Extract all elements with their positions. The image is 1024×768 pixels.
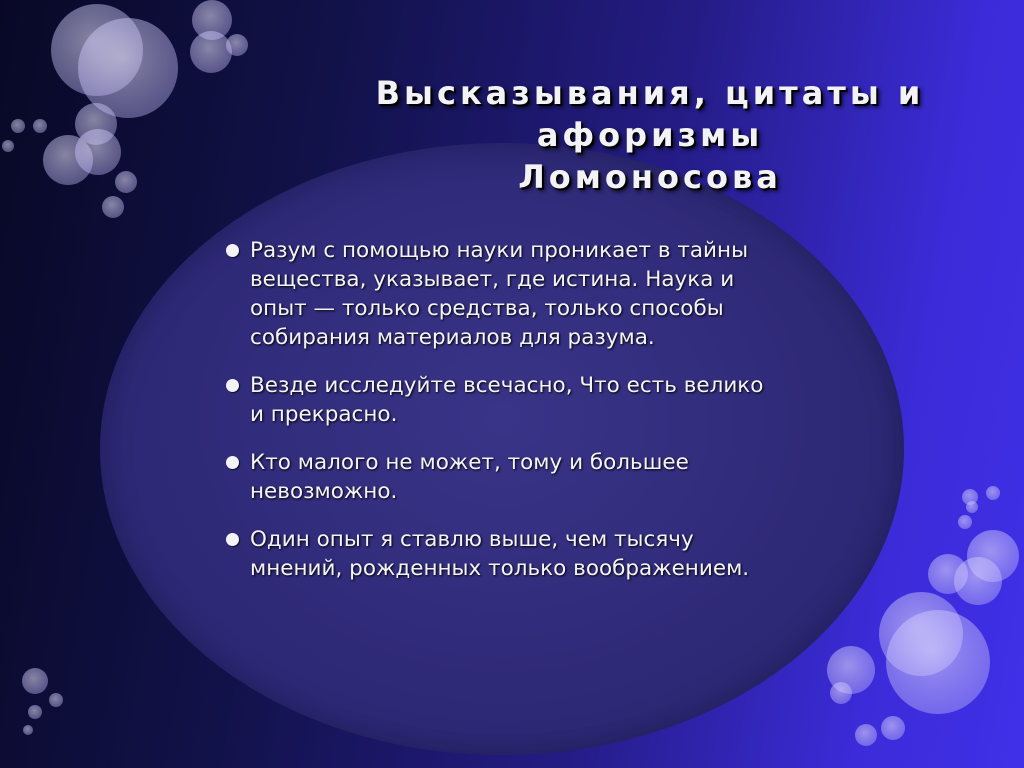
bubble <box>23 725 33 735</box>
bubble <box>190 31 232 73</box>
bullet-icon <box>226 533 239 546</box>
title-line-2: Ломоносова <box>518 158 782 196</box>
quote-text: Кто малого не может, тому и большее невозможно. <box>250 450 689 504</box>
bubble <box>886 610 990 714</box>
bubble <box>115 171 137 193</box>
quote-item <box>222 525 782 583</box>
bubble <box>11 119 25 133</box>
bubble <box>881 716 905 740</box>
quote-text: Везде исследуйте всечасно, Что есть велико и прекрасно. <box>250 373 764 427</box>
bullet-icon <box>226 244 239 257</box>
bubble <box>33 119 47 133</box>
bubble <box>28 705 42 719</box>
bubble <box>78 18 178 118</box>
quote-text: Один опыт я ставлю выше, чем тысячу мнений, рожденных только воображением. <box>250 527 750 581</box>
bubble <box>2 140 14 152</box>
quote-list <box>222 236 782 602</box>
bubble <box>102 196 124 218</box>
slide-title <box>300 72 1000 198</box>
quote-item <box>222 236 782 352</box>
title-line-1: Высказывания, цитаты и афоризмы <box>375 74 925 154</box>
bubble <box>958 515 972 529</box>
bubble <box>49 693 63 707</box>
bubble <box>75 129 121 175</box>
bubble <box>954 557 1002 605</box>
bullet-icon <box>226 379 239 392</box>
quote-text: Разум с помощью науки проникает в тайны вещества, указывает, где истина. Наука и опыт — только средства, только способы собирания материалов для разума. <box>250 238 749 350</box>
quote-item <box>222 448 782 506</box>
bubble <box>22 668 48 694</box>
bubble <box>986 486 1000 500</box>
quote-item <box>222 371 782 429</box>
bubble <box>855 724 877 746</box>
bubble <box>830 682 852 704</box>
bullet-icon <box>226 456 239 469</box>
bubble <box>966 501 978 513</box>
bubble <box>226 34 248 56</box>
